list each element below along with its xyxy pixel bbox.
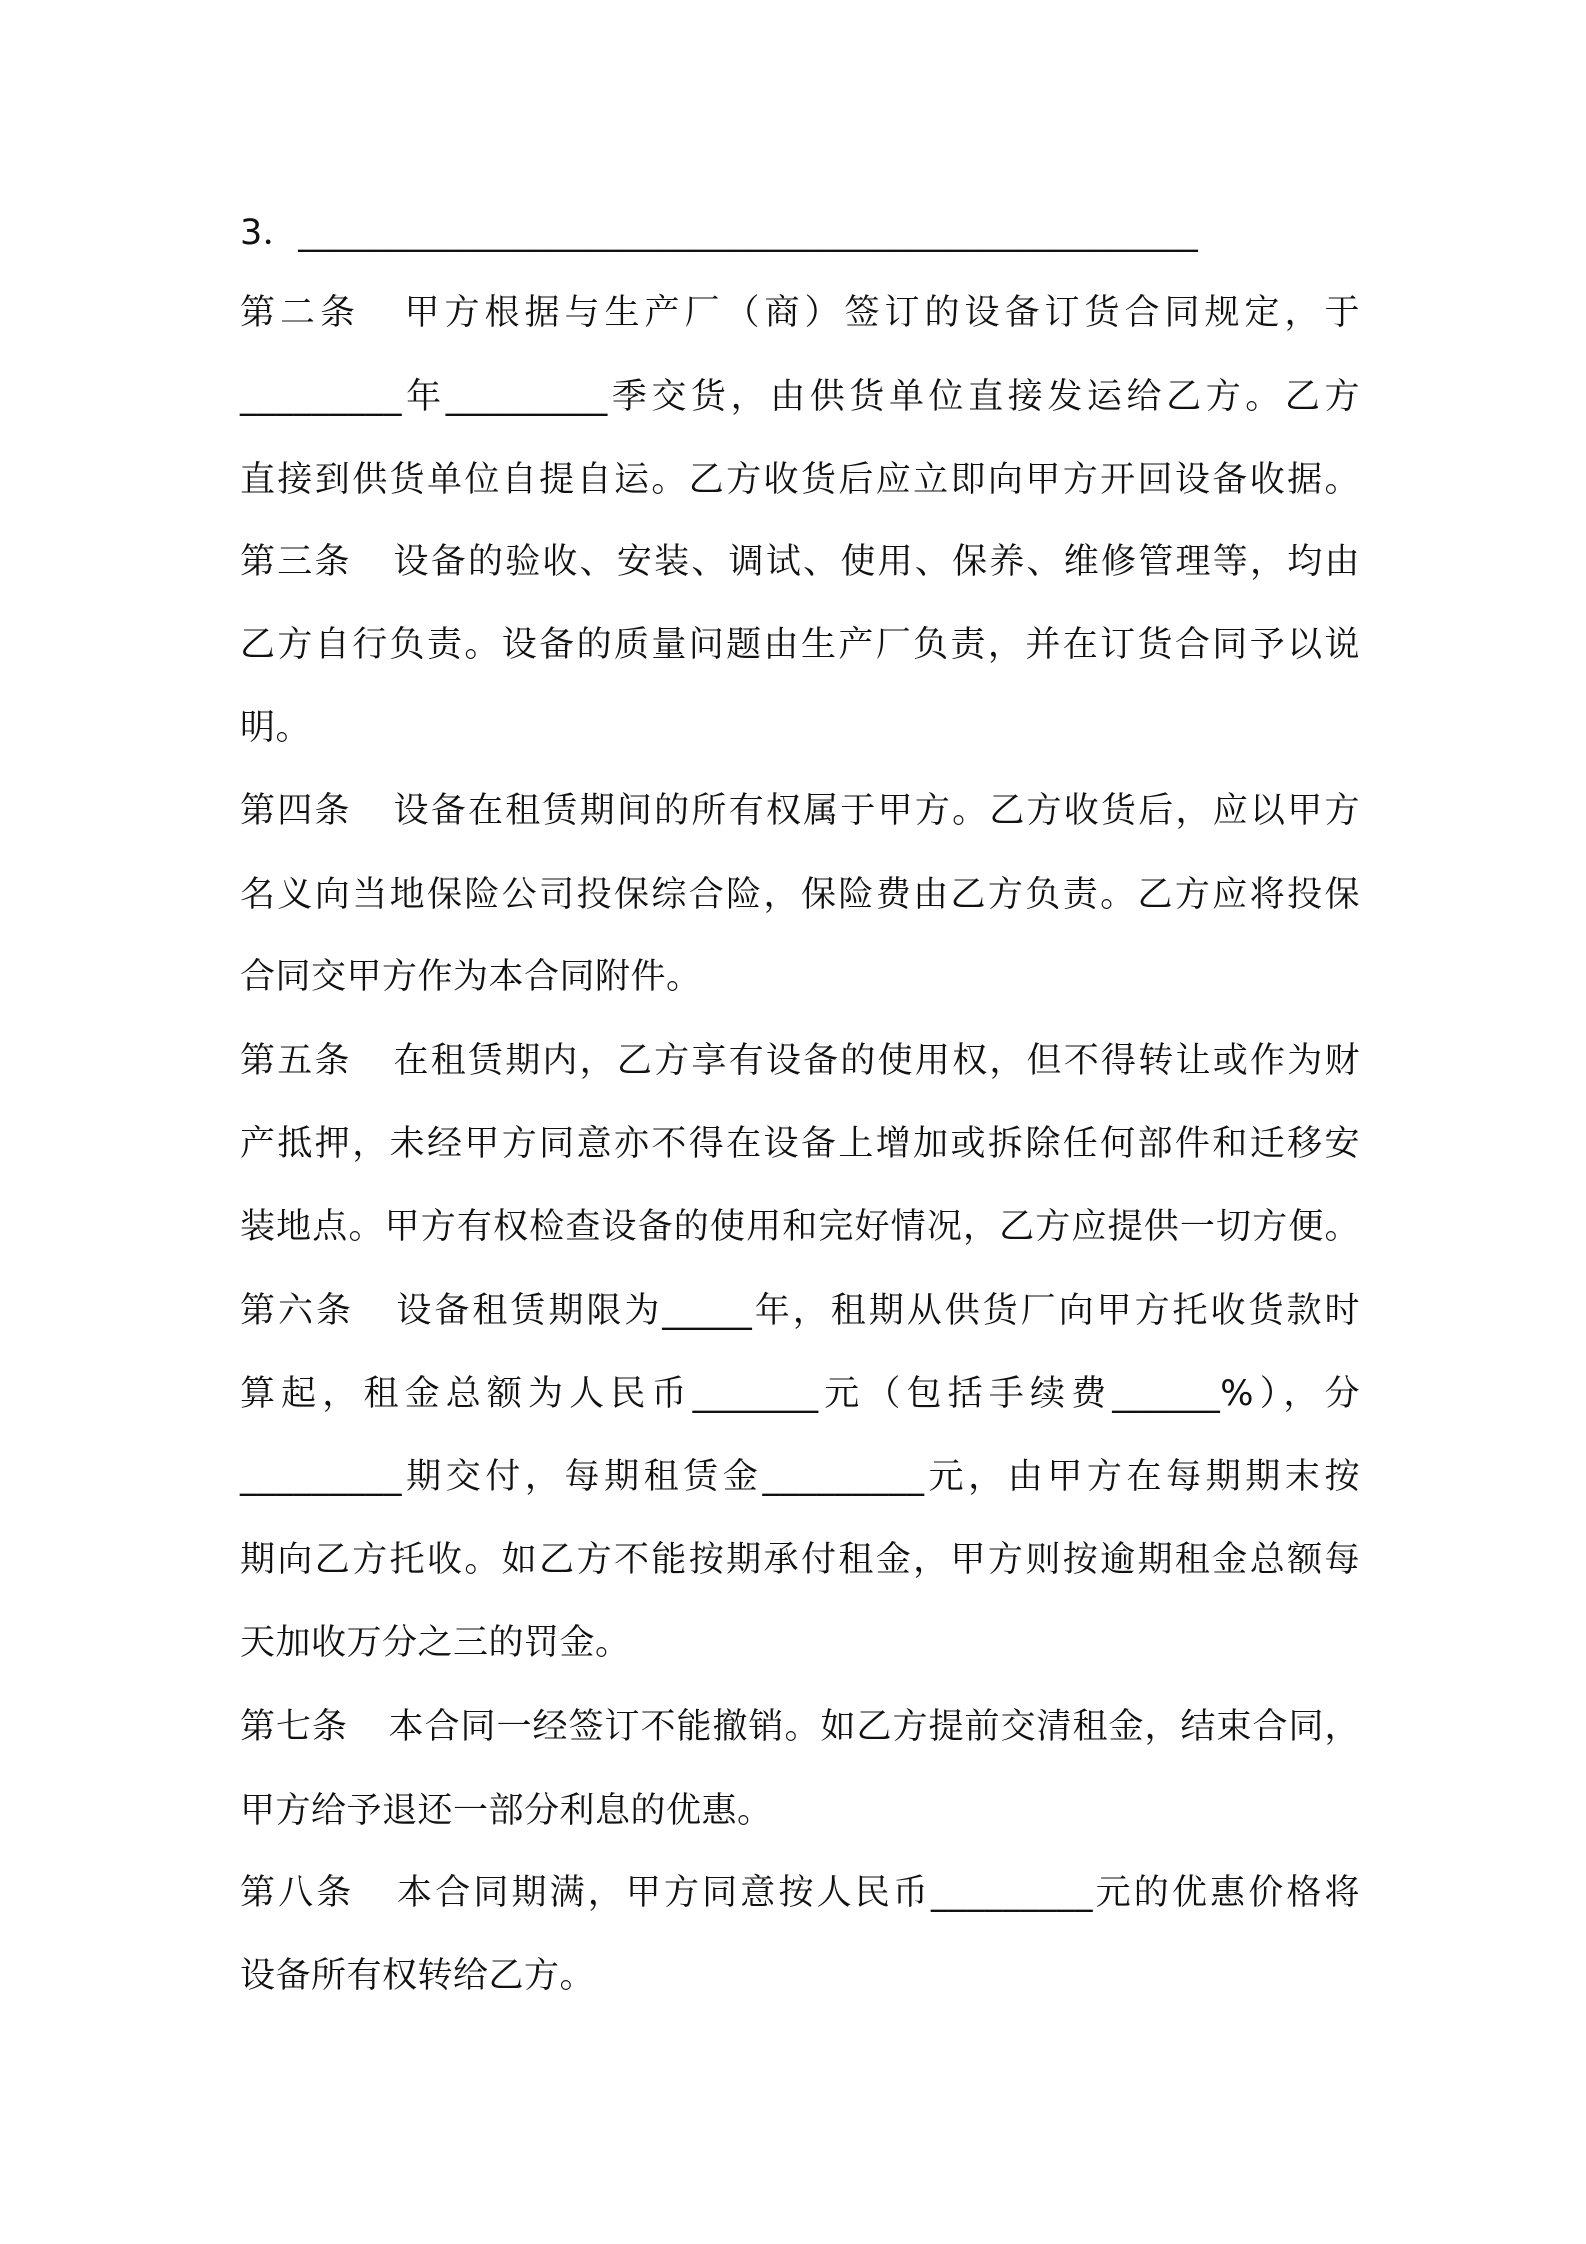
line-text: 在租赁期内，乙方享有设备的使用权，但不得转让或作为财 (391, 1041, 1360, 1081)
article-3-line-3 (240, 703, 1360, 753)
article-6-line-3 (240, 1452, 1360, 1502)
article-4-line-2 (240, 870, 1360, 920)
article-3-line-1 (240, 537, 1360, 587)
article-6-line-1 (240, 1286, 1360, 1336)
line-text: _________年_________季交货，由供货单位直接发运给乙方。乙方 (240, 377, 1360, 417)
line-text: 设备租赁期限为_____年，租期从供货厂向甲方托收货款时 (393, 1291, 1360, 1331)
article-number: 第二条 (240, 293, 360, 333)
article-4-line-1 (240, 786, 1360, 836)
line-text: 直接到供货单位自提自运。乙方收货后应立即向甲方开回设备收据。 (240, 460, 1360, 500)
article-2-line-3 (240, 455, 1360, 505)
article-5-line-3 (240, 1202, 1360, 1252)
line-text: 设备在租赁期间的所有权属于甲方。乙方收货后，应以甲方 (391, 791, 1360, 831)
article-6-line-4 (240, 1535, 1360, 1585)
article-number: 第八条 (240, 1873, 355, 1913)
article-number: 第六条 (240, 1291, 354, 1331)
article-2-line-1 (240, 288, 1360, 338)
line-text: 甲方根据与生产厂（商）签订的设备订货合同规定，于 (400, 293, 1360, 333)
clause-3-blank-line (240, 208, 1360, 258)
line-text: 设备的验收、安装、调试、使用、保养、维修管理等，均由 (391, 542, 1360, 582)
line-text: _________期交付，每期租赁金_________元，由甲方在每期期末按 (240, 1457, 1360, 1497)
line-text: 产抵押，未经甲方同意亦不得在设备上增加或拆除任何部件和迁移安 (240, 1124, 1360, 1164)
article-7-line-1 (240, 1702, 1360, 1752)
line-text: 本合同一经签订不能撤销。如乙方提前交清租金，结束合同， (388, 1707, 1360, 1747)
line-text: 天加收万分之三的罚金。 (240, 1623, 631, 1663)
article-2-line-2 (240, 372, 1360, 422)
article-6-line-5 (240, 1618, 1360, 1668)
line-text: 名义向当地保险公司投保综合险，保险费由乙方负责。乙方应将投保 (240, 875, 1360, 915)
line-text: 乙方自行负责。设备的质量问题由生产厂负责，并在订货合同予以说 (240, 625, 1360, 665)
article-5-line-1 (240, 1036, 1360, 1086)
article-8-line-1 (240, 1868, 1360, 1918)
line-text: 设备所有权转给乙方。 (240, 1956, 596, 1996)
line-text: 装地点。甲方有权检查设备的使用和完好情况，乙方应提供一切方便。 (240, 1207, 1360, 1247)
line-text: 本合同期满，甲方同意按人民币_________元的优惠价格将 (394, 1873, 1360, 1913)
article-5-line-2 (240, 1119, 1360, 1169)
line-text: 期向乙方托收。如乙方不能按期承付租金，甲方则按逾期租金总额每 (240, 1540, 1360, 1580)
article-number: 第五条 (240, 1041, 352, 1081)
line-text: 合同交甲方作为本合同附件。 (240, 957, 702, 997)
article-number: 第四条 (240, 791, 352, 831)
article-7-line-2 (240, 1786, 1360, 1836)
line-text: 甲方给予退还一部分利息的优惠。 (240, 1791, 773, 1831)
article-8-line-2 (240, 1951, 1360, 2001)
line-text: 明。 (240, 708, 312, 748)
line-text: 3．__________________________________________________ (240, 213, 1199, 253)
article-6-line-2 (240, 1369, 1360, 1419)
article-number: 第三条 (240, 542, 352, 582)
line-text: 算起，租金总额为人民币_______元（包括手续费______%），分 (240, 1374, 1360, 1414)
article-number: 第七条 (240, 1707, 348, 1747)
article-4-line-3 (240, 952, 1360, 1002)
article-3-line-2 (240, 620, 1360, 670)
